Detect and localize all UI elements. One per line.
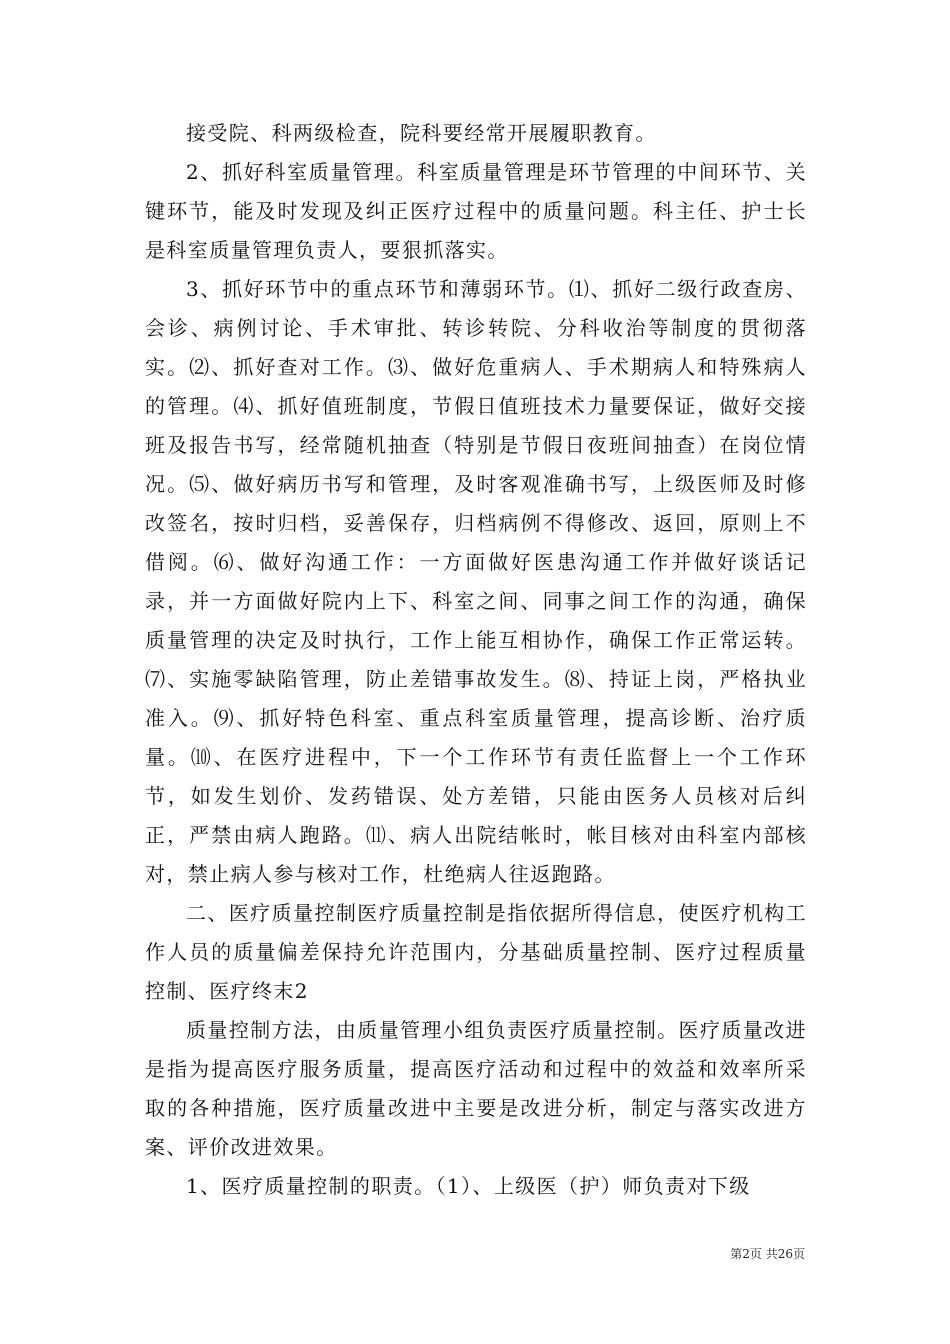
document-body xyxy=(145,114,807,1206)
footer-total-pages: 26 xyxy=(777,1247,793,1261)
footer-suffix: 页 xyxy=(792,1247,805,1261)
footer-middle: 页 共 xyxy=(749,1247,778,1261)
paragraph-3: 3、抓好环节中的重点环节和薄弱环节。⑴、抓好二级行政查房、会诊、病例讨论、手术审批、转诊转院、分科收治等制度的贯彻落实。⑵、抓好查对工作。⑶、做好危重病人、手术期病人和特殊病人的管理。⑷、抓好值班制度，节假日值班技术力量要保证，做好交接班及报告书写，经常随机抽查（特别是节假日夜班间抽查）在岗位情况。⑸、做好病历书写和管理，及时客观准确书写，上级医师及时修改签名，按时归档，妥善保存，归档病例不得修改、返回，原则上不借阅。⑹、做好沟通工作：一方面做好医患沟通工作并做好谈话记录，并一方面做好院内上下、科室之间、同事之间工作的沟通，确保质量管理的决定及时执行，工作上能互相协作，确保工作正常运转。⑺、实施零缺陷管理，防止差错事故发生。⑻、持证上岗，严格执业准入。⑼、抓好特色科室、重点科室质量管理，提高诊断、治疗质量。⑽、在医疗进程中，下一个工作环节有责任监督上一个工作环节，如发生划价、发药错误、处方差错，只能由医务人员核对后纠正，严禁由病人跑路。⑾、病人出院结帐时，帐目核对由科室内部核对，禁止病人参与核对工作，杜绝病人往返跑路。 xyxy=(145,277,807,886)
page-footer xyxy=(730,1246,805,1262)
paragraph-6: 1、医疗质量控制的职责。（1）、上级医（护）师负责对下级 xyxy=(186,1174,751,1198)
footer-current-page: 2 xyxy=(742,1247,750,1261)
paragraph-2: 2、抓好科室质量管理。科室质量管理是环节管理的中间环节、关键环节，能及时发现及纠正医疗过程中的质量问题。科主任、护士长是科室质量管理负责人，要狠抓落实。 xyxy=(145,160,807,262)
paragraph-1: 接受院、科两级检查，院科要经常开展履职教育。 xyxy=(186,121,657,145)
paragraph-5: 质量控制方法，由质量管理小组负责医疗质量控制。医疗质量改进是指为提高医疗服务质量，提高医疗活动和过程中的效益和效率所采取的各种措施，医疗质量改进中主要是改进分析，制定与落实改进方案、评价改进效果。 xyxy=(145,1018,807,1159)
footer-prefix: 第 xyxy=(730,1247,743,1261)
paragraph-4: 二、医疗质量控制医疗质量控制是指依据所得信息，使医疗机构工作人员的质量偏差保持允许范围内，分基础质量控制、医疗过程质量控制、医疗终末2 xyxy=(145,901,807,1003)
